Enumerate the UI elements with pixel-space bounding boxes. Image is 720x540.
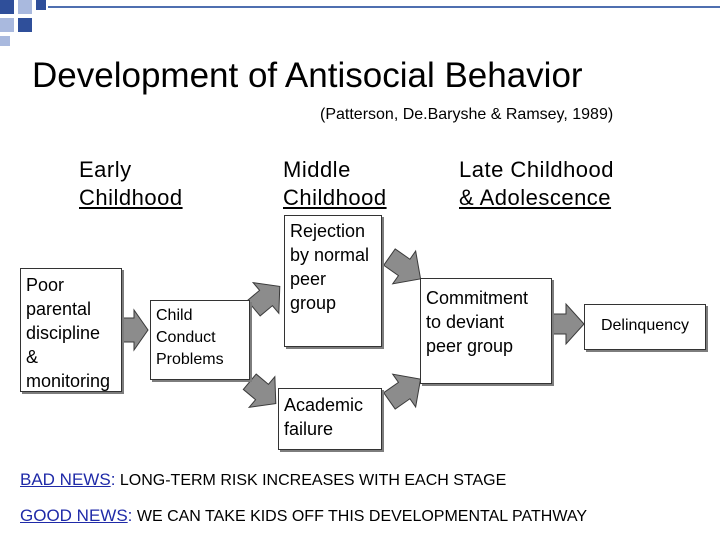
bad-news-label: BAD NEWS xyxy=(20,470,111,489)
box-rejection-by-peers: Rejection by normal peer group xyxy=(284,215,382,347)
stage-late-childhood: Late Childhood & Adolescence xyxy=(459,157,615,210)
bad-news-line: BAD NEWS: LONG-TERM RISK INCREASES WITH EACH STAGE xyxy=(20,470,507,489)
good-news-label: GOOD NEWS xyxy=(20,506,128,525)
good-news-text: WE CAN TAKE KIDS OFF THIS DEVELOPMENTAL PATHWAY xyxy=(136,508,587,525)
good-news-line: GOOD NEWS: WE CAN TAKE KIDS OFF THIS DEVELOPMENTAL PATHWAY xyxy=(20,506,587,525)
slide-title: Development of Antisocial Behavior xyxy=(32,56,583,95)
bad-news-text: LONG-TERM RISK INCREASES WITH EACH STAGE xyxy=(119,472,507,489)
box-poor-parental-discipline: Poor parental discipline & monitoring xyxy=(20,268,122,392)
stage-early-childhood: Early Childhood xyxy=(79,157,183,210)
box-child-conduct-problems: Child Conduct Problems xyxy=(150,300,250,380)
box-commitment-deviant-peers: Commitment to deviant peer group xyxy=(420,278,552,384)
block-arrow-icon xyxy=(122,310,148,350)
stage-middle-childhood: Middle Childhood xyxy=(283,157,387,210)
block-arrow-icon xyxy=(552,304,584,344)
box-academic-failure: Academic failure xyxy=(278,388,382,450)
box-delinquency: Delinquency xyxy=(584,304,706,350)
citation: (Patterson, De.Baryshe & Ramsey, 1989) xyxy=(320,106,614,123)
